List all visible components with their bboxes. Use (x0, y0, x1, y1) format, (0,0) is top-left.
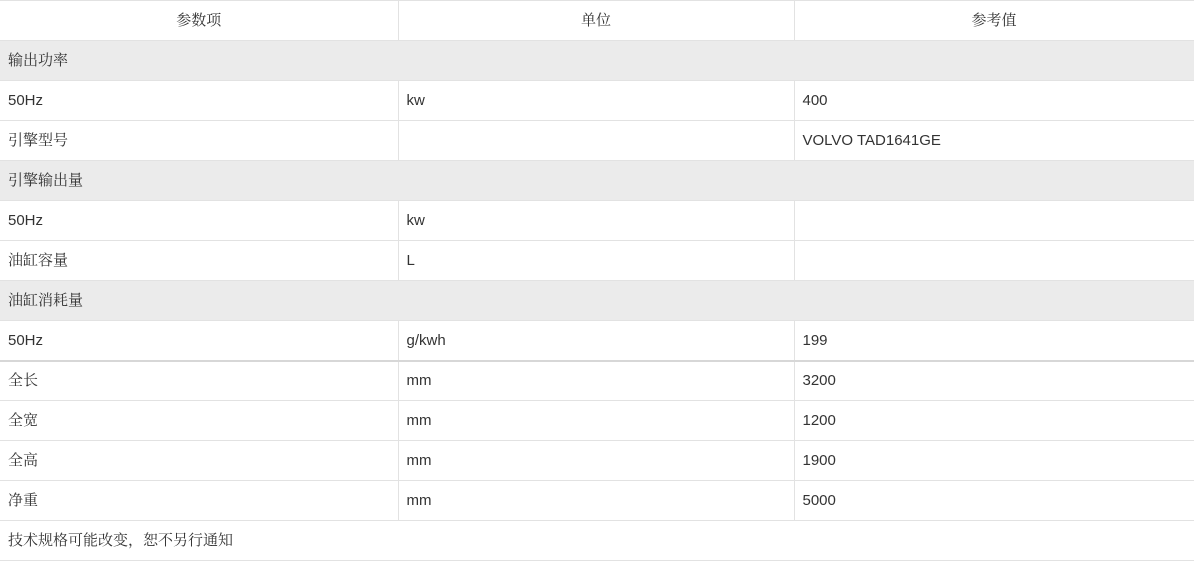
cell-parameter: 50Hz (0, 81, 398, 121)
cell-value: 1200 (794, 401, 1194, 441)
group-label: 油缸消耗量 (0, 281, 1194, 321)
group-label: 引擎输出量 (0, 161, 1194, 201)
cell-value (794, 201, 1194, 241)
cell-parameter: 全高 (0, 441, 398, 481)
group-label: 输出功率 (0, 41, 1194, 81)
cell-parameter: 油缸容量 (0, 241, 398, 281)
cell-unit: kw (398, 201, 794, 241)
table-row (0, 241, 1194, 281)
table-header (0, 1, 1194, 41)
table-group-row (0, 41, 1194, 81)
cell-value: 5000 (794, 481, 1194, 521)
table-body (0, 41, 1194, 561)
cell-unit (398, 121, 794, 161)
cell-parameter: 全长 (0, 361, 398, 401)
cell-parameter: 全宽 (0, 401, 398, 441)
cell-value: 199 (794, 321, 1194, 361)
table-row (0, 361, 1194, 401)
cell-unit: L (398, 241, 794, 281)
table-row (0, 81, 1194, 121)
table-row (0, 201, 1194, 241)
cell-parameter: 引擎型号 (0, 121, 398, 161)
cell-value: 400 (794, 81, 1194, 121)
cell-value: 3200 (794, 361, 1194, 401)
cell-value (794, 241, 1194, 281)
cell-parameter: 50Hz (0, 201, 398, 241)
cell-unit: mm (398, 361, 794, 401)
cell-value: VOLVO TAD1641GE (794, 121, 1194, 161)
cell-unit: mm (398, 441, 794, 481)
table-row (0, 321, 1194, 361)
table-row (0, 481, 1194, 521)
column-header-unit: 单位 (398, 1, 794, 41)
cell-parameter: 净重 (0, 481, 398, 521)
table-footnote-row (0, 521, 1194, 561)
cell-parameter: 50Hz (0, 321, 398, 361)
footnote-text: 技术规格可能改变，恕不另行通知 (0, 521, 1194, 561)
column-header-reference-value: 参考值 (794, 1, 1194, 41)
cell-unit: kw (398, 81, 794, 121)
table-row (0, 441, 1194, 481)
table-header-row (0, 1, 1194, 41)
cell-value: 1900 (794, 441, 1194, 481)
cell-unit: mm (398, 481, 794, 521)
table-row (0, 121, 1194, 161)
table-row (0, 401, 1194, 441)
column-header-parameter: 参数项 (0, 1, 398, 41)
cell-unit: g/kwh (398, 321, 794, 361)
table-group-row (0, 281, 1194, 321)
cell-unit: mm (398, 401, 794, 441)
table-group-row (0, 161, 1194, 201)
